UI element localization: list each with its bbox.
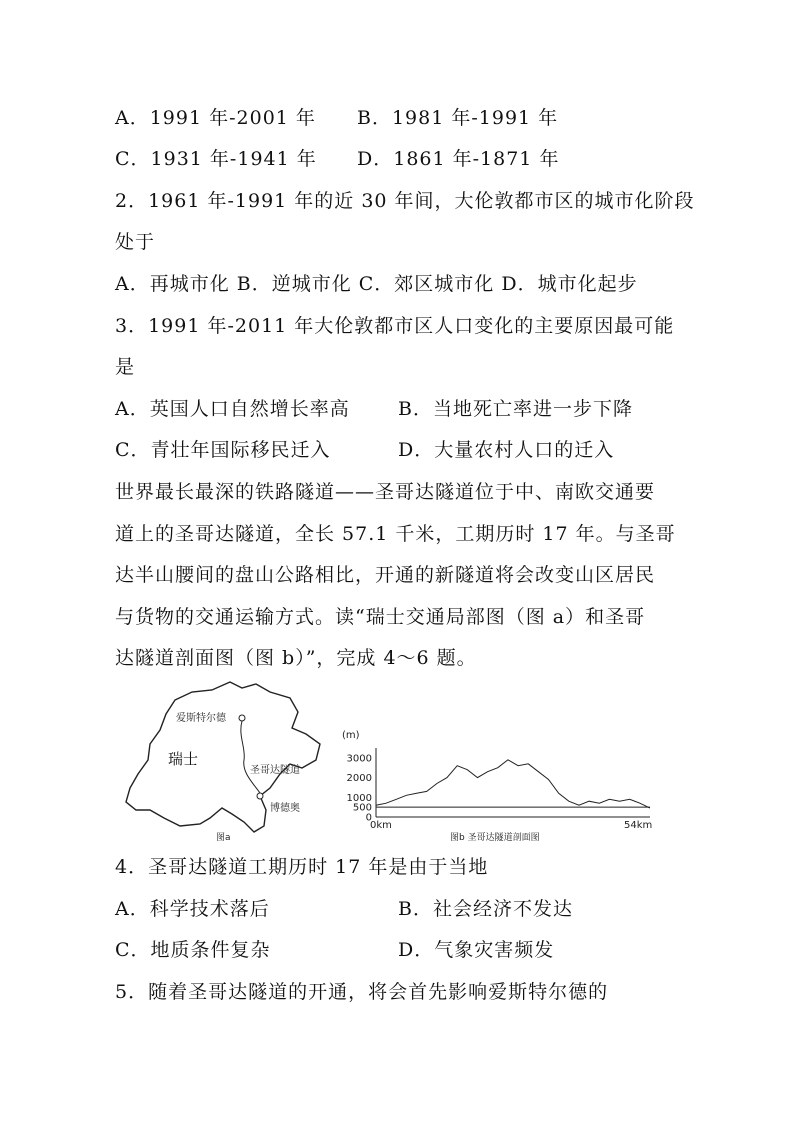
tunnel-route <box>241 721 260 793</box>
figure-b-profile-chart <box>340 728 660 846</box>
x-end-label: 54km <box>624 820 653 831</box>
q3-stem-line2: 是 <box>115 356 136 378</box>
label-tunnel: 圣哥达隧道 <box>250 765 300 776</box>
label-city-north: 爱斯特尔德 <box>176 713 226 724</box>
q4-option-a: A．科学技术落后 <box>115 898 270 920</box>
q3-option-b: B．当地死亡率进一步下降 <box>398 398 633 420</box>
city-north-marker <box>239 715 245 721</box>
q1-option-c: C．1931 年-1941 年 <box>115 148 317 170</box>
q1-option-b: B．1981 年-1991 年 <box>357 107 559 129</box>
q5-stem: 5．随着圣哥达隧道的开通，将会首先影响爱斯特尔德的 <box>115 981 609 1003</box>
figure-a-map <box>120 678 335 843</box>
q4-option-c: C．地质条件复杂 <box>115 939 271 961</box>
city-south-marker <box>257 793 263 799</box>
passage-line1: 世界最长最深的铁路隧道——圣哥达隧道位于中、南欧交通要 <box>115 481 656 503</box>
label-country: 瑞士 <box>168 750 199 768</box>
q1-option-d: D．1861 年-1871 年 <box>357 148 560 170</box>
q4-stem: 4．圣哥达隧道工期历时 17 年是由于当地 <box>115 856 489 878</box>
passage-line5: 达隧道剖面图（图 b）”，完成 4～6 题。 <box>115 647 477 669</box>
label-city-south: 博德奥 <box>270 803 300 814</box>
figure-a-caption: 图a <box>216 833 231 843</box>
passage-line3: 达半山腰间的盘山公路相比，开通的新隧道将会改变山区居民 <box>115 564 656 586</box>
q4-option-b: B．社会经济不发达 <box>398 898 573 920</box>
passage-line2: 道上的圣哥达隧道，全长 57.1 千米，工期历时 17 年。与圣哥 <box>115 523 676 545</box>
x-start-label: 0km <box>370 820 392 831</box>
y-axis-ticks <box>347 753 372 823</box>
q2-options: A．再城市化 B．逆城市化 C．郊区城市化 D．城市化起步 <box>115 273 638 295</box>
q2-stem-line2: 处于 <box>115 231 156 253</box>
y-tick-label: 2000 <box>346 773 372 785</box>
passage-line4: 与货物的交通运输方式。读“瑞士交通局部图（图 a）和圣哥 <box>115 606 646 628</box>
q1-option-a: A．1991 年-2001 年 <box>115 107 316 129</box>
q3-option-c: C．青壮年国际移民迁入 <box>115 439 331 461</box>
q4-option-d: D．气象灾害频发 <box>398 939 555 961</box>
q3-option-a: A．英国人口自然增长率高 <box>115 398 350 420</box>
terrain-profile-line <box>376 760 650 808</box>
q3-stem-line1: 3．1991 年-2011 年大伦敦都市区人口变化的主要原因最可能 <box>115 315 675 337</box>
y-tick-label: 3000 <box>346 753 372 765</box>
figure-b-caption: 图b 圣哥达隧道剖面图 <box>450 833 540 843</box>
q2-stem-line1: 2．1961 年-1991 年的近 30 年间，大伦敦都市区的城市化阶段 <box>115 190 695 212</box>
y-tick-label: 1000 <box>346 792 372 804</box>
y-tick-label: 0 <box>365 812 372 824</box>
y-tick-label: 500 <box>352 802 372 814</box>
q3-option-d: D．大量农村人口的迁入 <box>398 439 615 461</box>
chart-unit-label: (m) <box>342 730 360 741</box>
